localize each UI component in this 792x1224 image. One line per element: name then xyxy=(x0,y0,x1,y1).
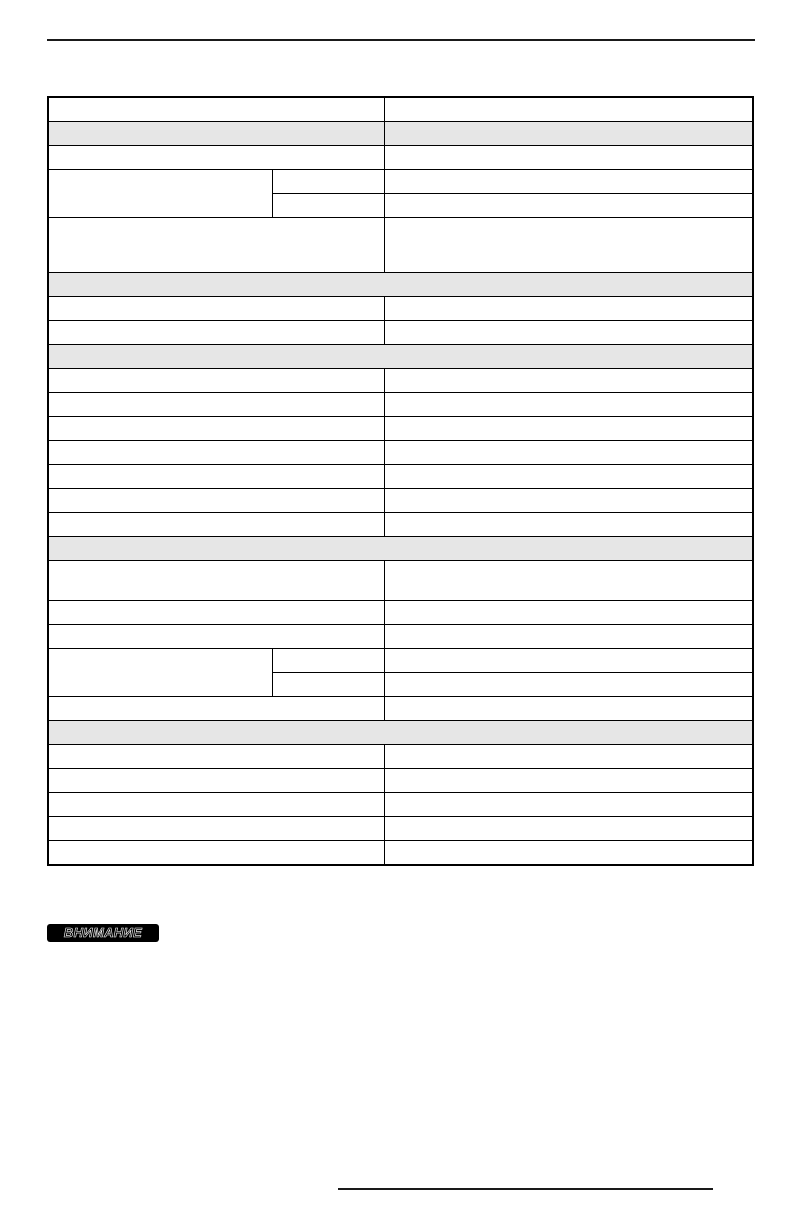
row-label xyxy=(49,98,385,121)
footer-rule xyxy=(338,1188,713,1190)
table-row xyxy=(49,600,752,624)
table-header-row xyxy=(49,121,752,145)
table-row xyxy=(49,792,752,816)
row-value xyxy=(385,218,752,272)
table-row-group xyxy=(49,169,752,217)
group-value xyxy=(385,672,752,696)
row-value xyxy=(385,369,752,392)
row-label xyxy=(49,465,385,488)
group-sublabel xyxy=(273,193,384,217)
row-value xyxy=(385,321,752,344)
table-row xyxy=(49,145,752,169)
section-title xyxy=(49,537,752,560)
table-row xyxy=(49,768,752,792)
row-label xyxy=(49,769,385,792)
row-label xyxy=(49,697,385,720)
table-row xyxy=(49,488,752,512)
group-sublabels xyxy=(273,649,385,696)
table-row xyxy=(49,560,752,600)
group-sublabel xyxy=(273,649,384,672)
row-label xyxy=(49,393,385,416)
group-sublabel xyxy=(273,672,384,696)
row-value xyxy=(385,465,752,488)
section-header xyxy=(49,344,752,368)
row-value xyxy=(385,146,752,169)
table-row-group xyxy=(49,648,752,696)
row-value xyxy=(385,841,752,864)
row-label xyxy=(49,793,385,816)
group-value xyxy=(385,193,752,217)
row-value xyxy=(385,817,752,840)
specifications-table xyxy=(47,96,754,866)
row-label xyxy=(49,625,385,648)
row-value xyxy=(385,697,752,720)
table-row xyxy=(49,840,752,864)
row-value xyxy=(385,625,752,648)
group-value xyxy=(385,649,752,672)
section-header xyxy=(49,272,752,296)
section-title xyxy=(49,721,752,744)
row-label xyxy=(49,841,385,864)
row-label xyxy=(49,561,385,600)
table-row xyxy=(49,624,752,648)
row-label xyxy=(49,369,385,392)
warning-badge xyxy=(47,924,159,942)
table-row xyxy=(49,217,752,272)
row-label xyxy=(49,321,385,344)
group-sublabels xyxy=(273,170,385,217)
group-sublabel xyxy=(273,170,384,193)
row-label xyxy=(49,218,385,272)
row-label xyxy=(49,489,385,512)
row-value xyxy=(385,745,752,768)
row-label xyxy=(49,817,385,840)
row-label xyxy=(49,513,385,536)
row-value xyxy=(385,561,752,600)
row-value xyxy=(385,98,752,121)
row-label xyxy=(49,146,385,169)
group-label xyxy=(49,649,273,696)
header-rule xyxy=(47,39,755,41)
section-header xyxy=(49,720,752,744)
section-title xyxy=(49,273,752,296)
section-header xyxy=(49,536,752,560)
table-row xyxy=(49,392,752,416)
table-row xyxy=(49,464,752,488)
group-label xyxy=(49,170,273,217)
table-row xyxy=(49,296,752,320)
row-value xyxy=(385,601,752,624)
row-value xyxy=(385,122,752,145)
row-value xyxy=(385,393,752,416)
table-row xyxy=(49,696,752,720)
row-value xyxy=(385,441,752,464)
table-row xyxy=(49,440,752,464)
row-value xyxy=(385,417,752,440)
table-row xyxy=(49,368,752,392)
table-row xyxy=(49,816,752,840)
table-row xyxy=(49,320,752,344)
section-title xyxy=(49,345,752,368)
group-values xyxy=(385,649,752,696)
table-row xyxy=(49,98,752,121)
row-label xyxy=(49,745,385,768)
row-label xyxy=(49,122,385,145)
table-row xyxy=(49,416,752,440)
table-row xyxy=(49,744,752,768)
group-value xyxy=(385,170,752,193)
row-value xyxy=(385,769,752,792)
row-label xyxy=(49,601,385,624)
row-label xyxy=(49,441,385,464)
row-value xyxy=(385,489,752,512)
group-values xyxy=(385,170,752,217)
row-value xyxy=(385,513,752,536)
warning-label: ВНИМАНИЕ xyxy=(63,925,143,940)
row-label xyxy=(49,297,385,320)
row-value xyxy=(385,793,752,816)
table-row xyxy=(49,512,752,536)
row-label xyxy=(49,417,385,440)
row-value xyxy=(385,297,752,320)
